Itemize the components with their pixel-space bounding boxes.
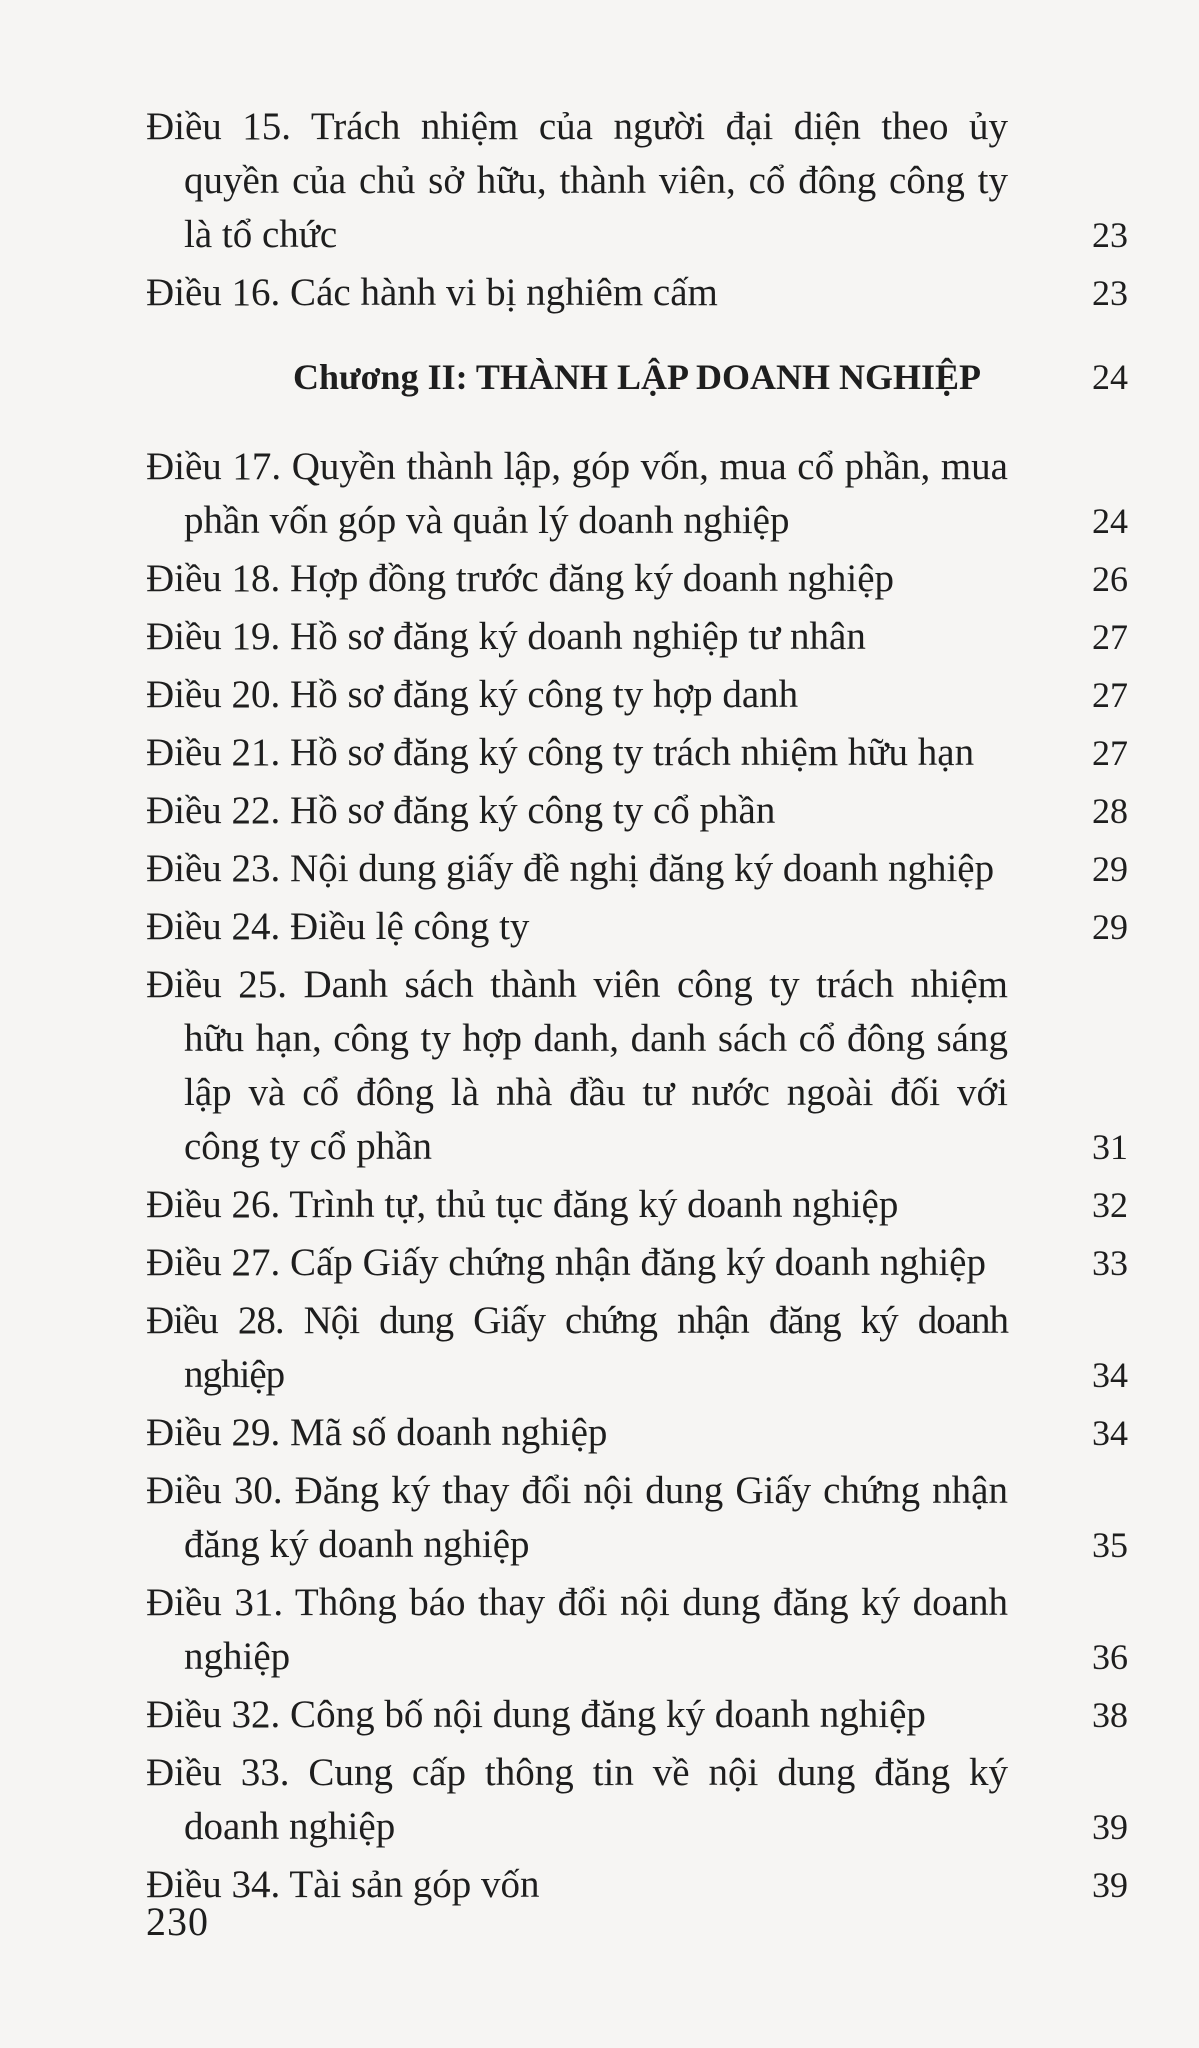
toc-entry-page: 31: [1092, 1127, 1128, 1167]
toc-entry-title: Điều 15. Trách nhiệm của người đại diện theo ủy quyền của chủ sở hữu, thành viên, cổ đông công ty là tổ chức: [146, 105, 1008, 256]
toc-entry-title: Điều 22. Hồ sơ đăng ký công ty cổ phần: [146, 789, 776, 832]
toc-entry-page: 35: [1092, 1525, 1128, 1565]
toc-entry-page: 27: [1092, 733, 1128, 773]
table-of-contents: [146, 100, 1128, 1916]
toc-entry-page: 38: [1092, 1695, 1128, 1735]
toc-entry-dieu-16: [146, 266, 1128, 320]
toc-entry-title: Điều 19. Hồ sơ đăng ký doanh nghiệp tư nhân: [146, 615, 866, 658]
toc-entry-title: Điều 30. Đăng ký thay đổi nội dung Giấy chứng nhận đăng ký doanh nghiệp: [146, 1469, 1008, 1566]
toc-entry-title: Điều 32. Công bố nội dung đăng ký doanh nghiệp: [146, 1693, 926, 1736]
toc-entry-dieu-30: [146, 1464, 1128, 1572]
toc-entry-page: 39: [1092, 1807, 1128, 1847]
toc-entry-page: 27: [1092, 617, 1128, 657]
toc-entry-page: 29: [1092, 907, 1128, 947]
toc-entry-dieu-26: [146, 1178, 1128, 1232]
toc-entry-title: Điều 29. Mã số doanh nghiệp: [146, 1411, 608, 1454]
toc-entry-page: 33: [1092, 1243, 1128, 1283]
toc-entry-dieu-23: [146, 842, 1128, 896]
toc-entry-dieu-19: [146, 610, 1128, 664]
toc-entry-dieu-28: [146, 1294, 1128, 1402]
toc-entry-page: 23: [1092, 215, 1128, 255]
toc-entry-page: 32: [1092, 1185, 1128, 1225]
toc-entry-page: 27: [1092, 675, 1128, 715]
toc-entry-page: 36: [1092, 1637, 1128, 1677]
toc-entry-page: 26: [1092, 559, 1128, 599]
toc-entry-title: Điều 18. Hợp đồng trước đăng ký doanh nghiệp: [146, 557, 895, 600]
toc-entry-dieu-24: [146, 900, 1128, 954]
toc-entry-dieu-15: [146, 100, 1128, 262]
toc-entry-dieu-32: [146, 1688, 1128, 1742]
toc-entry-dieu-31: [146, 1576, 1128, 1684]
toc-entry-title: Điều 28. Nội dung Giấy chứng nhận đăng ký doanh nghiệp: [146, 1299, 1008, 1396]
toc-entry-title: Điều 25. Danh sách thành viên công ty trách nhiệm hữu hạn, công ty hợp danh, danh sách cổ đông sáng lập và cổ đông là nhà đầu tư nước ngoài đối với công ty cổ phần: [146, 963, 1008, 1168]
toc-entry-page: 39: [1092, 1865, 1128, 1905]
chapter-heading: [146, 350, 1128, 404]
toc-entry-dieu-29: [146, 1406, 1128, 1460]
toc-entry-dieu-22: [146, 784, 1128, 838]
chapter-page: 24: [1092, 357, 1128, 397]
toc-entry-title: Điều 24. Điều lệ công ty: [146, 905, 530, 948]
toc-entry-dieu-17: [146, 440, 1128, 548]
chapter-title: Chương II: THÀNH LẬP DOANH NGHIỆP: [293, 357, 981, 397]
toc-entry-title: Điều 34. Tài sản góp vốn: [146, 1863, 540, 1906]
toc-entry-dieu-27: [146, 1236, 1128, 1290]
toc-entry-title: Điều 33. Cung cấp thông tin về nội dung đăng ký doanh nghiệp: [146, 1751, 1008, 1848]
toc-entry-page: 34: [1092, 1355, 1128, 1395]
toc-entry-page: 29: [1092, 849, 1128, 889]
toc-entry-dieu-20: [146, 668, 1128, 722]
toc-entry-dieu-18: [146, 552, 1128, 606]
toc-entry-title: Điều 31. Thông báo thay đổi nội dung đăng ký doanh nghiệp: [146, 1581, 1008, 1678]
toc-entry-dieu-25: [146, 958, 1128, 1174]
toc-entry-title: Điều 23. Nội dung giấy đề nghị đăng ký doanh nghiệp: [146, 847, 995, 890]
toc-entry-page: 34: [1092, 1413, 1128, 1453]
toc-entry-page: 28: [1092, 791, 1128, 831]
toc-entry-title: Điều 16. Các hành vi bị nghiêm cấm: [146, 271, 718, 314]
page-number: 230: [146, 1899, 209, 1944]
toc-entry-title: Điều 20. Hồ sơ đăng ký công ty hợp danh: [146, 673, 799, 716]
toc-entry-dieu-34: [146, 1858, 1128, 1912]
toc-entry-title: Điều 21. Hồ sơ đăng ký công ty trách nhiệm hữu hạn: [146, 731, 975, 774]
toc-entry-dieu-21: [146, 726, 1128, 780]
toc-entry-page: 23: [1092, 273, 1128, 313]
toc-entry-title: Điều 27. Cấp Giấy chứng nhận đăng ký doanh nghiệp: [146, 1241, 986, 1284]
toc-entry-page: 24: [1092, 501, 1128, 541]
toc-entry-title: Điều 17. Quyền thành lập, góp vốn, mua cổ phần, mua phần vốn góp và quản lý doanh nghiệp: [146, 445, 1008, 542]
toc-entry-dieu-33: [146, 1746, 1128, 1854]
toc-entry-title: Điều 26. Trình tự, thủ tục đăng ký doanh nghiệp: [146, 1183, 899, 1226]
